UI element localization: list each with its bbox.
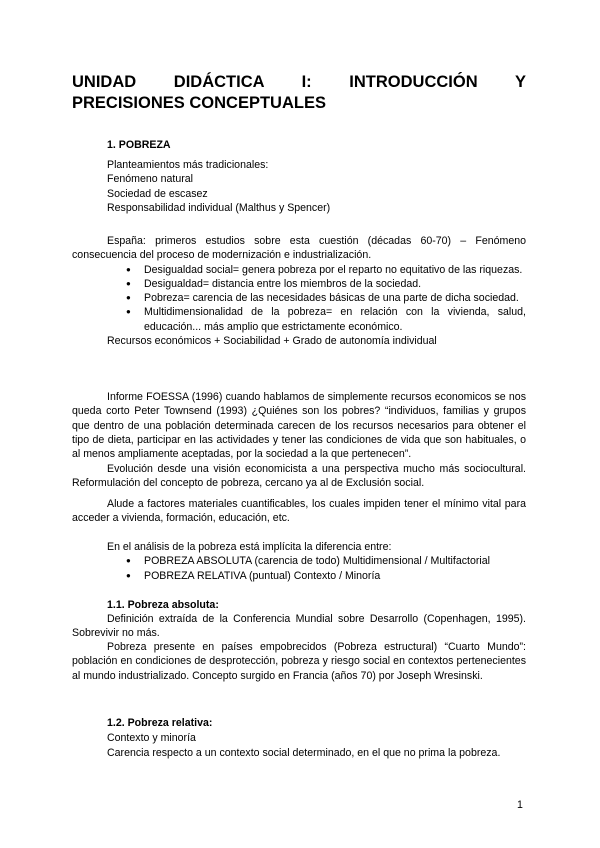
title-line-1: UNIDAD DIDÁCTICA I: INTRODUCCIÓN Y xyxy=(72,73,526,91)
foessa-paragraph: Informe FOESSA (1996) cuando hablamos de simplemente recursos economicos se nos queda corto Peter Townsend (1993) ¿Quiénes son los pobres? “individuos, familias y grupos que dentro de una población determinada carecen de los recursos necesarios para obtener el tipo de dieta, participar en las actividades y tener las condiciones de vida que son habituales, o al menos ampliamente aceptadas, por la sociedad a la que pertenecen”. xyxy=(72,391,526,461)
bullet-item: ● POBREZA RELATIVA (puntual) Contexto / Minoría xyxy=(107,569,526,583)
bullet-item: ● Desigualdad social= genera pobreza por el reparto no equitativo de las riquezas. xyxy=(107,263,526,277)
absolute-paragraph-1: Definición extraída de la Conferencia Mundial sobre Desarrollo (Copenhagen, 1995). Sobrevivir no más. xyxy=(72,613,526,640)
bullet-item: ● Pobreza= carencia de las necesidades básicas de una parte de dicha sociedad. xyxy=(107,291,526,305)
relative-line-2: Carencia respecto a un contexto social determinado, en el que no prima la pobreza. xyxy=(107,747,501,759)
list-item: Fenómeno natural xyxy=(107,173,193,186)
inequality-bullet-list xyxy=(107,263,526,334)
spain-section xyxy=(72,234,526,348)
absolute-paragraph-2: Pobreza presente en países empobrecidos (Pobreza estructural) “Cuarto Mundo”: población en condiciones de desprotección, pobreza y riesgo social en contextos pertenecientes al mundo industrializado. Concepto surgido en Francia (años 70) por Joseph Wresinski. xyxy=(72,641,526,682)
section-heading-pobreza: 1. POBREZA xyxy=(107,139,171,151)
factors-paragraph: Alude a factores materiales cuantificables, los cuales impiden tener el mínimo vital para acceder a vivienda, formación, educación, etc. xyxy=(72,498,526,525)
bullet-item: ● POBREZA ABSOLUTA (carencia de todo) Multidimensional / Multifactorial xyxy=(107,554,526,568)
poverty-types-list xyxy=(107,554,526,583)
section-heading-absolute: 1.1. Pobreza absoluta: xyxy=(107,599,219,611)
analysis-section xyxy=(72,540,526,583)
bullet-item: ● Multidimensionalidad de la pobreza= en relación con la vivienda, salud, educación... más amplio que estrictamente económico. xyxy=(107,305,526,334)
relative-line-1: Contexto y minoría xyxy=(107,732,196,744)
list-item: Sociedad de escasez xyxy=(107,187,208,200)
page-number: 1 xyxy=(517,799,523,811)
section-heading-relative: 1.2. Pobreza relativa: xyxy=(107,717,213,729)
bullet-item: ● Desigualdad= distancia entre los miembros de la sociedad. xyxy=(107,277,526,291)
title-line-2: PRECISIONES CONCEPTUALES xyxy=(72,94,326,112)
list-item: Responsabilidad individual (Malthus y Spencer) xyxy=(107,201,331,214)
resources-line: Recursos económicos + Sociabilidad + Grado de autonomía individual xyxy=(107,335,437,348)
traditional-approaches-list xyxy=(107,158,526,215)
analysis-line: En el análisis de la pobreza está implícita la diferencia entre: xyxy=(107,541,392,553)
page-title xyxy=(72,72,526,114)
spain-paragraph: España: primeros estudios sobre esta cuestión (décadas 60-70) – Fenómeno consecuencia del proceso de modernización e industrialización. xyxy=(72,235,526,262)
list-item: Planteamientos más tradicionales: xyxy=(107,159,269,171)
evolution-paragraph: Evolución desde una visión economicista a una perspectiva mucho más sociocultural. Reformulación del concepto de pobreza, cercano ya al de Exclusión social. xyxy=(72,463,526,490)
